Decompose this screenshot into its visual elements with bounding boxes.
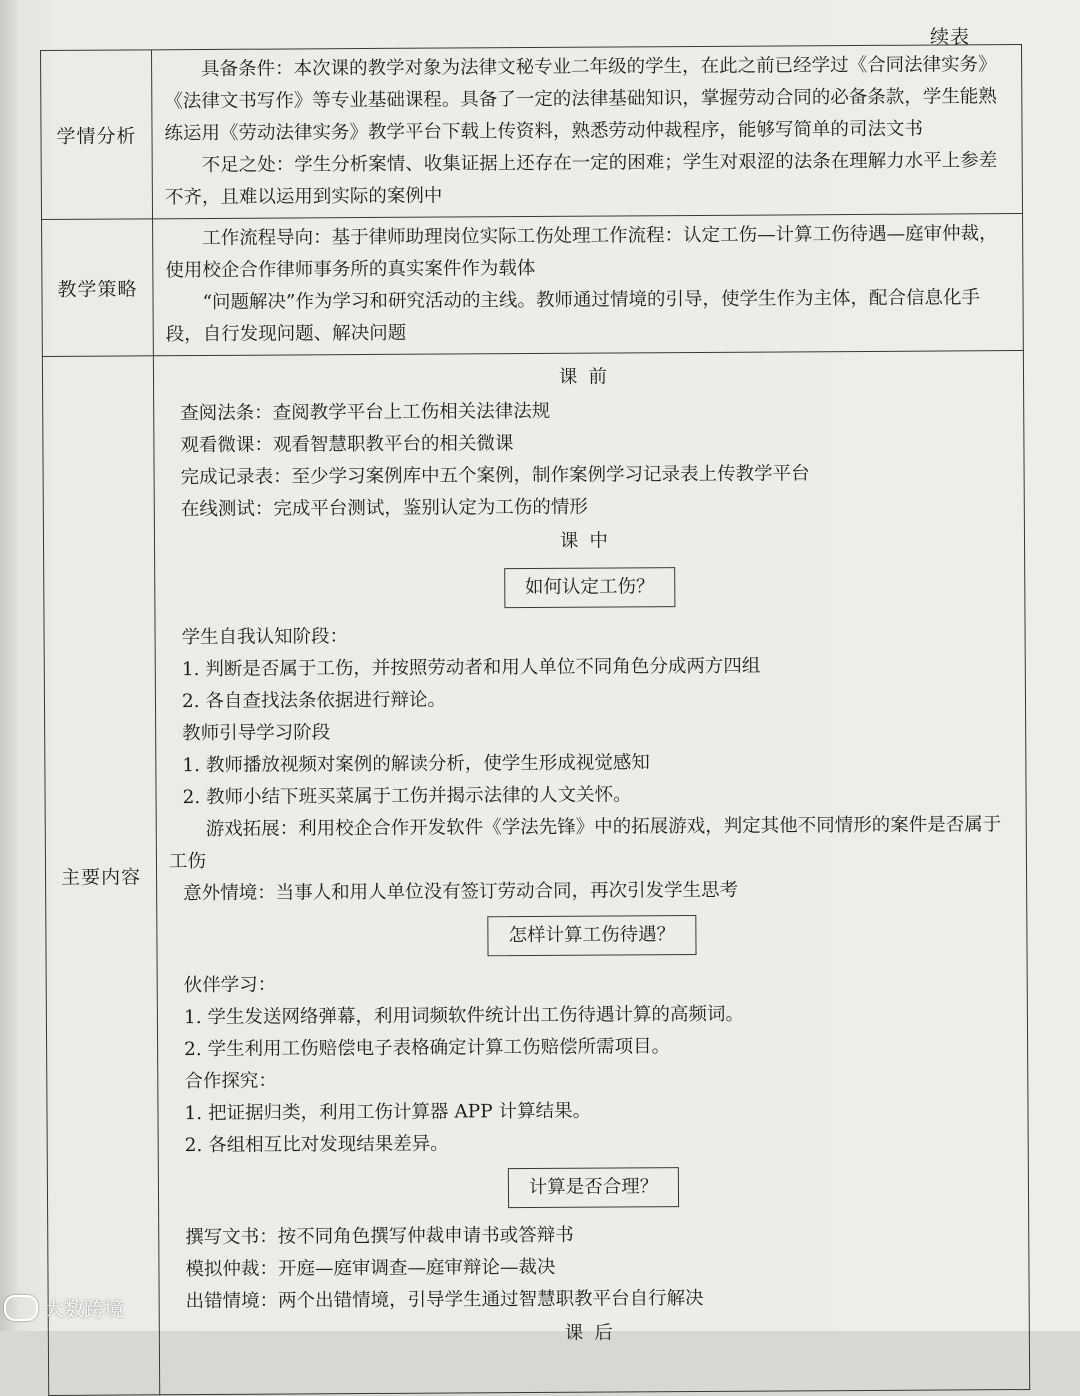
situation-weaknesses: 不足之处：学生分析案情、收集证据上还存在一定的困难；学生对艰涩的法条在理解力水平上参差不齐，且难以运用到实际的案例中 <box>164 150 998 209</box>
list-item: 撰写文书：按不同角色撰写仲裁申请书或答辩书 <box>185 1224 574 1249</box>
list-item: 合作探究： <box>184 1070 277 1093</box>
row-label-main-content: 主要内容 <box>42 356 159 1396</box>
list-item: 教师引导学习阶段 <box>182 722 331 745</box>
list-item: 出错情境：两个出错情境，引导学生通过智慧职教平台自行解决 <box>185 1287 704 1313</box>
question-box-reasonable: 计算是否合理？ <box>508 1167 680 1208</box>
list-item: 伙伴学习： <box>183 974 277 997</box>
question-box-identify-injury: 如何认定工伤？ <box>504 567 676 608</box>
list-item: 2. 各组相互比对发现结果差异。 <box>184 1133 449 1157</box>
strategy-content <box>153 214 1024 356</box>
table-row <box>42 350 1029 1395</box>
list-item: 1. 教师播放视频对案例的解读分析，使学生形成视觉感知 <box>182 752 650 777</box>
row-label-situation: 学情分析 <box>41 50 153 220</box>
list-item: 在线测试：完成平台测试，鉴别认定为工伤的情形 <box>180 496 588 521</box>
continued-label: 续表 <box>929 26 970 48</box>
list-item: 模拟仲裁：开庭—庭审调查—庭审辩论—裁决 <box>185 1256 556 1281</box>
watermark <box>4 1293 124 1322</box>
list-item: 1. 学生发送网络弹幕，利用词频软件统计出工伤待遇计算的高频词。 <box>183 1003 745 1029</box>
list-item: 意外情境：当事人和用人单位没有签订劳动合同，再次引发学生思考 <box>183 879 739 905</box>
list-item: 2. 各自查找法条依据进行辩论。 <box>181 689 447 713</box>
watermark-text: 大数跨境 <box>44 1297 124 1321</box>
strategy-workflow: 工作流程导向：基于律师助理岗位实际工伤处理工作流程：认定工伤—计算工伤待遇—庭审仲裁，使用校企合作律师事务所的真实案件作为载体 <box>165 223 998 282</box>
list-item: 观看微课：观看智慧职教平台的相关微课 <box>180 433 514 457</box>
table-row <box>41 45 1023 220</box>
list-item: 学生自我认知阶段： <box>181 626 349 649</box>
strategy-problem-solving: “问题解决”作为学习和研究活动的主线。教师通过情境的引导，使学生作为主体，配合信息化手段，自行发现问题、解决问题 <box>165 287 981 346</box>
list-item: 游戏拓展：利用校企合作开发软件《学法先锋》中的拓展游戏，判定其他不同情形的案件是否属于工伤 <box>168 814 1002 873</box>
main-content <box>153 350 1029 1394</box>
list-item: 完成记录表：至少学习案例库中五个案例，制作案例学习记录表上传教学平台 <box>180 463 810 489</box>
table-row <box>42 214 1024 357</box>
before-class-heading: 课前 <box>558 366 619 388</box>
list-item: 2. 教师小结下班买菜属于工伤并揭示法律的人文关怀。 <box>182 784 632 809</box>
list-item: 2. 学生利用工伤赔偿电子表格确定计算工伤赔偿所需项目。 <box>184 1036 671 1061</box>
watermark-logo-icon <box>4 1295 38 1321</box>
in-class-heading: 课中 <box>559 530 620 552</box>
list-item: 查阅法条：查阅教学平台上工伤相关法律法规 <box>180 400 551 425</box>
list-item: 1. 把证据归类，利用工伤计算器 APP 计算结果。 <box>184 1100 592 1125</box>
question-box-calculate-benefits: 怎样计算工伤待遇？ <box>488 915 697 956</box>
list-item: 1. 判断是否属于工伤，并按照劳动者和用人单位不同角色分成两方四组 <box>181 655 761 681</box>
situation-strengths: 具备条件：本次课的教学对象为法律文秘专业二年级的学生，在此之前已经学过《合同法律实务》《法律文书写作》等专业基础课程。具备了一定的法律基础知识，掌握劳动合同的必备条款，学生能熟练运用《劳动法律实务》教学平台下载上传资料，熟悉劳动仲裁程序，能够写简单的司法文书 <box>164 54 997 145</box>
teaching-plan-table <box>40 44 1030 1396</box>
row-label-strategy: 教学策略 <box>42 219 154 357</box>
after-class-heading: 课后 <box>564 1322 625 1344</box>
situation-content <box>152 45 1023 219</box>
